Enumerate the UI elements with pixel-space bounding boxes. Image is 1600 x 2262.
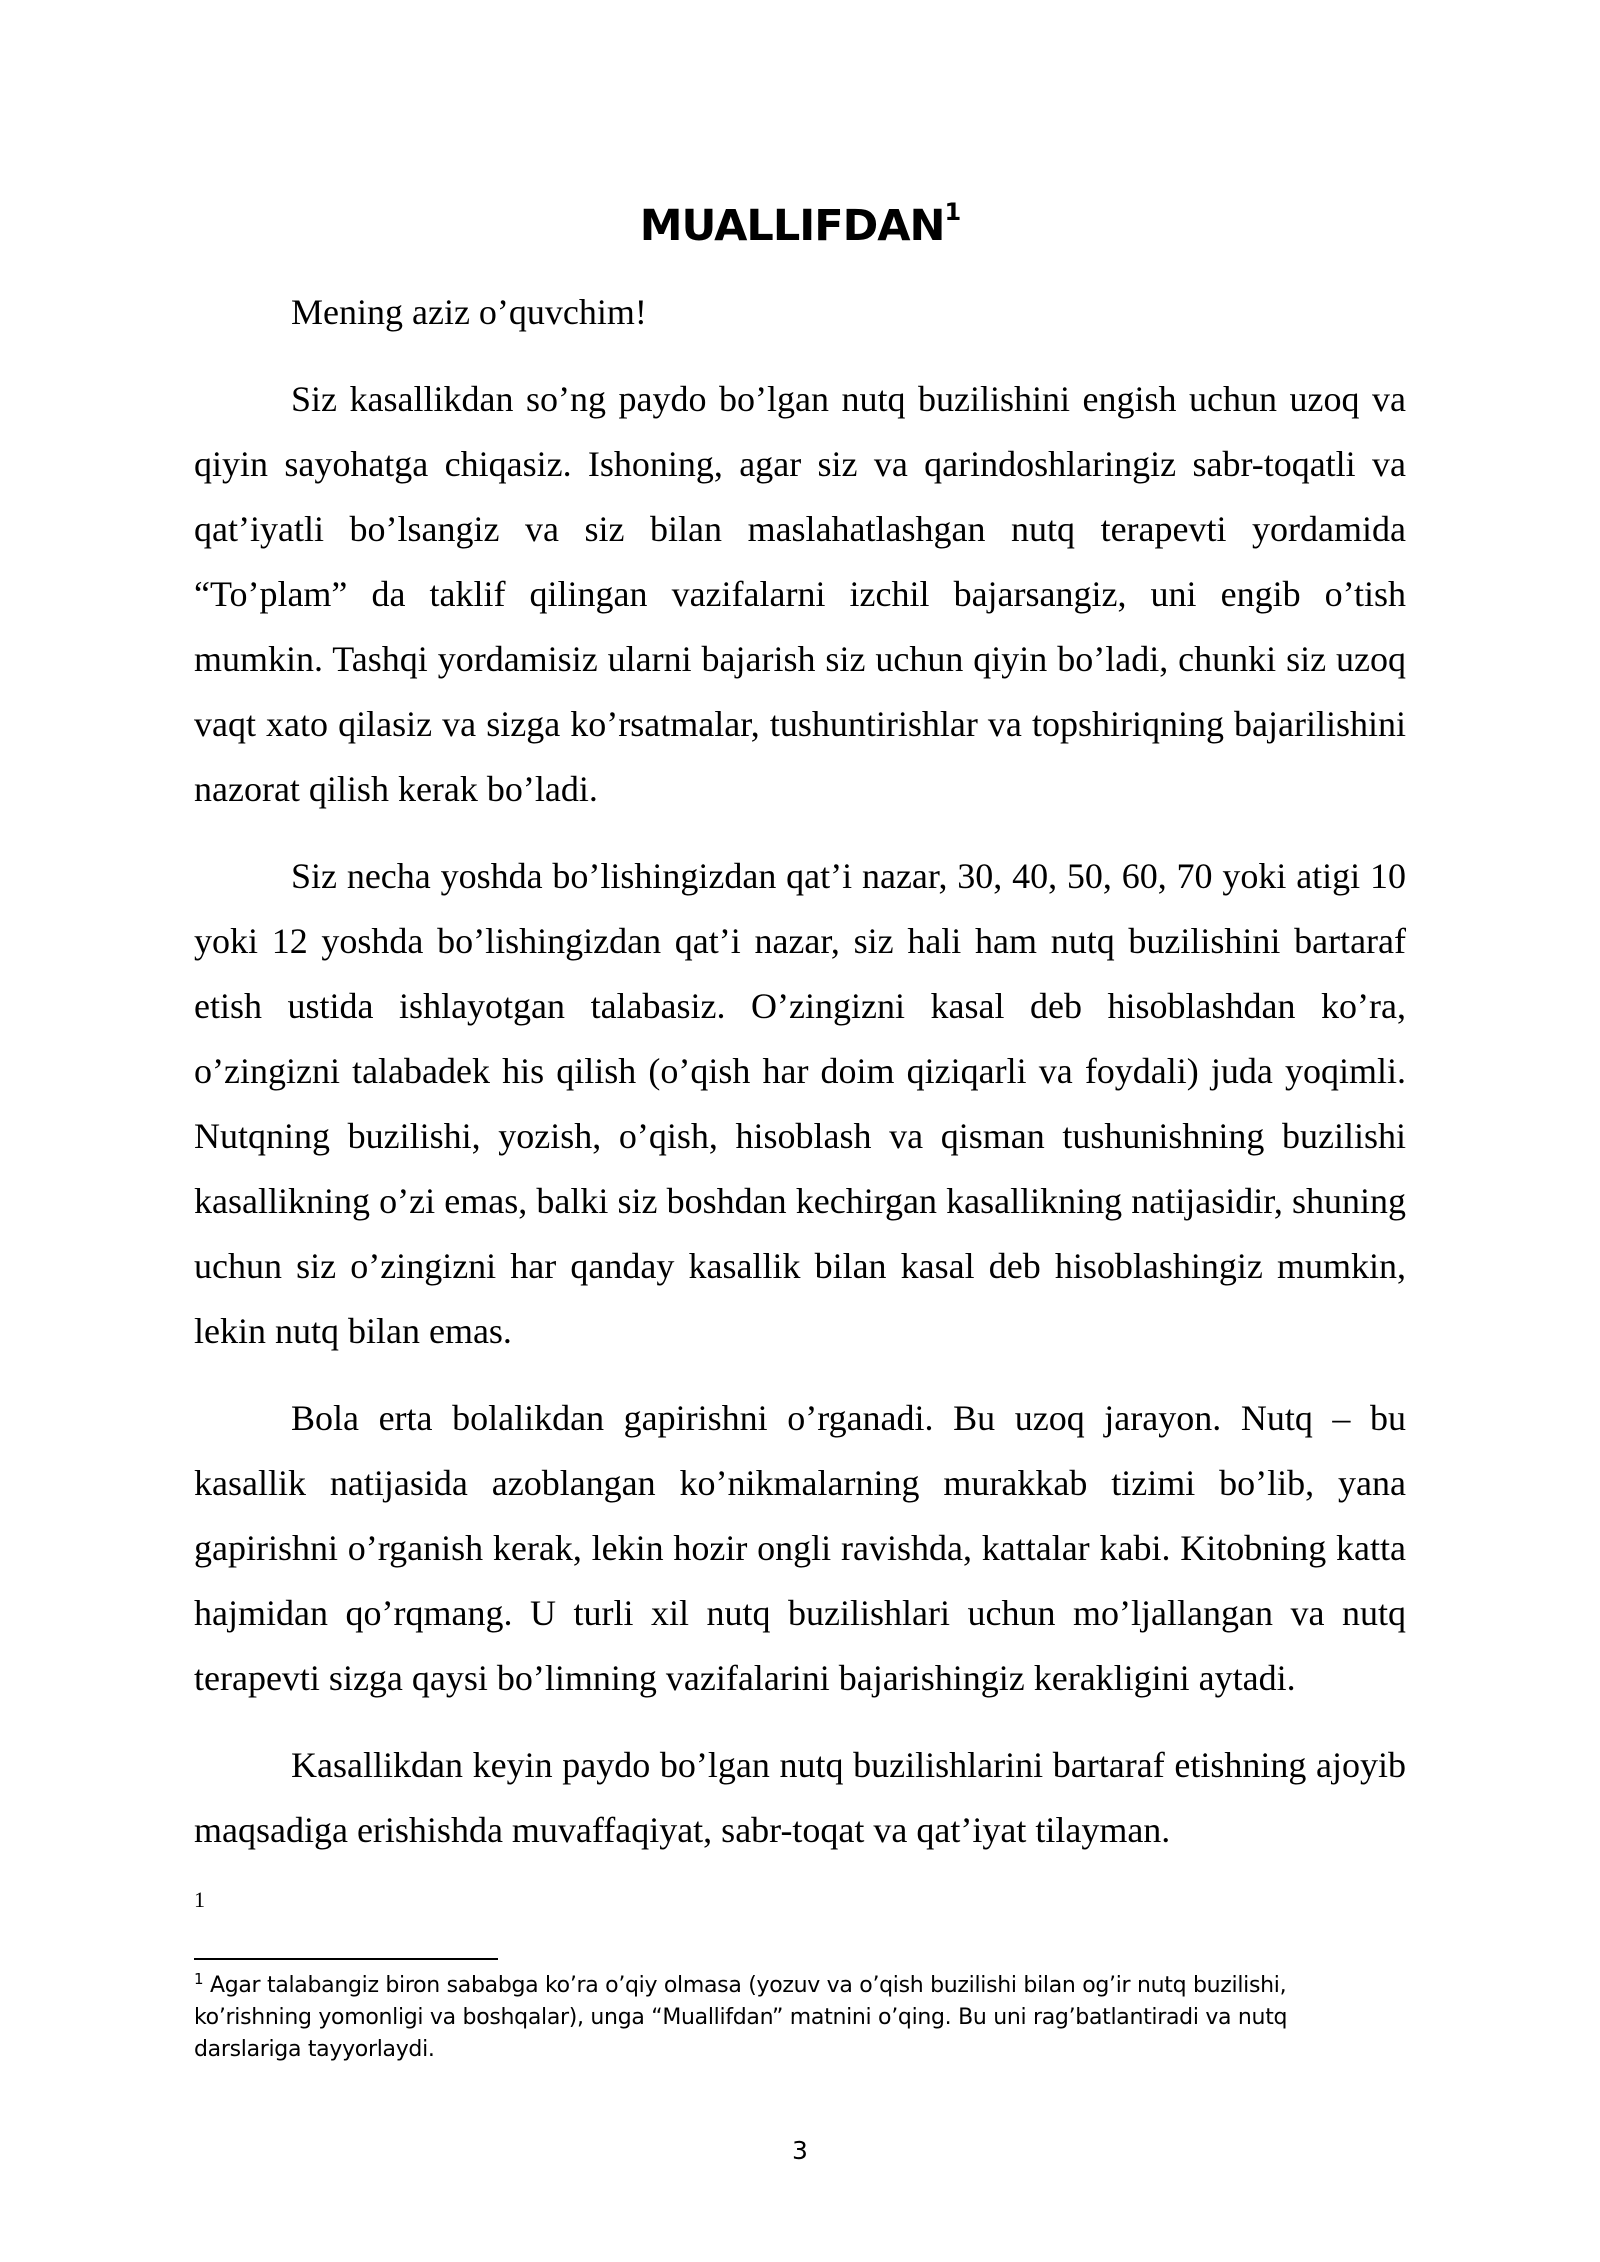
paragraph-4: Kasallikdan keyin paydo bo’lgan nutq buzilishlarini bartaraf etishning ajoyib maqsadiga erishishda muvaffaqiyat, sabr-toqat va qat’iyat tilayman. [194, 1745, 1406, 1850]
footnote-separator [194, 1958, 498, 1960]
paragraph-3: Bola erta bolalikdan gapirishni o’rganadi. Bu uzoq jarayon. Nutq – bu kasallik natijasida azoblangan ko’nikmalarning murakkab tizimi bo’lib, yana gapirishni o’rganish kerak, lekin hozir ongli ravishda, kattalar kabi. Kitobning katta hajmidan qo’rqmang. U turli xil nutq buzilishlari uchun mo’ljallangan va nutq terapevti sizga qaysi bo’limning vazifalarini bajarishingiz kerakligini aytadi. [194, 1398, 1406, 1698]
paragraph-2: Siz necha yoshda bo’lishingizdan qat’i nazar, 30, 40, 50, 60, 70 yoki atigi 10 yoki 12 yoshda bo’lishingizdan qat’i nazar, siz hali ham nutq buzilishini bartaraf etish ustida ishlayotgan talabasiz. O’zingizni kasal deb hisoblashdan ko’ra, o’zingizni talabadek his qilish (o’qish har doim qiziqarli va foydali) juda yoqimli. Nutqning buzilishi, yozish, o’qish, hisoblash va qisman tushunishning buzilishi kasallikning o’zi emas, balki siz boshdan kechirgan kasallikning natijasidir, shuning uchun siz o’zingizni har qanday kasallik bilan kasal deb hisoblashingiz mumkin, lekin nutq bilan emas. [194, 856, 1406, 1351]
footnote-number: 1 [194, 1970, 204, 1988]
greeting: Mening aziz o’quvchim! [291, 292, 647, 332]
title-footnote-mark: 1 [944, 198, 961, 226]
page-number: 3 [792, 2136, 808, 2165]
title-text: MUALLIFDAN [639, 201, 945, 251]
note-mark: 1 [194, 1887, 205, 1912]
page-title [0, 196, 1600, 256]
body-text [194, 280, 1406, 1885]
footnote [194, 1970, 1344, 2066]
paragraph-1: Siz kasallikdan so’ng paydo bo’lgan nutq buzilishini engish uchun uzoq va qiyin sayohatga chiqasiz. Ishoning, agar siz va qarindoshlaringiz sabr-toqatli va qat’iyatli bo’lsangiz va siz bilan maslahatlashgan nutq terapevti yordamida “To’plam” da taklif qilingan vazifalarni izchil bajarsangiz, uni engib o’tish mumkin. Tashqi yordamisiz ularni bajarish siz uchun qiyin bo’ladi, chunki siz uzoq vaqt xato qilasiz va sizga ko’rsatmalar, tushuntirishlar va topshiriqning bajarilishini nazorat qilish kerak bo’ladi. [194, 379, 1406, 809]
footnote-text: Agar talabangiz biron sababga ko’ra o’qiy olmasa (yozuv va o’qish buzilishi bilan og’ir nutq buzilishi, ko’rishning yomonligi va boshqalar), unga “Muallifdan” matnini o’qing. Bu uni rag’batlantiradi va nutq darslariga tayyorlaydi. [194, 1973, 1288, 2062]
